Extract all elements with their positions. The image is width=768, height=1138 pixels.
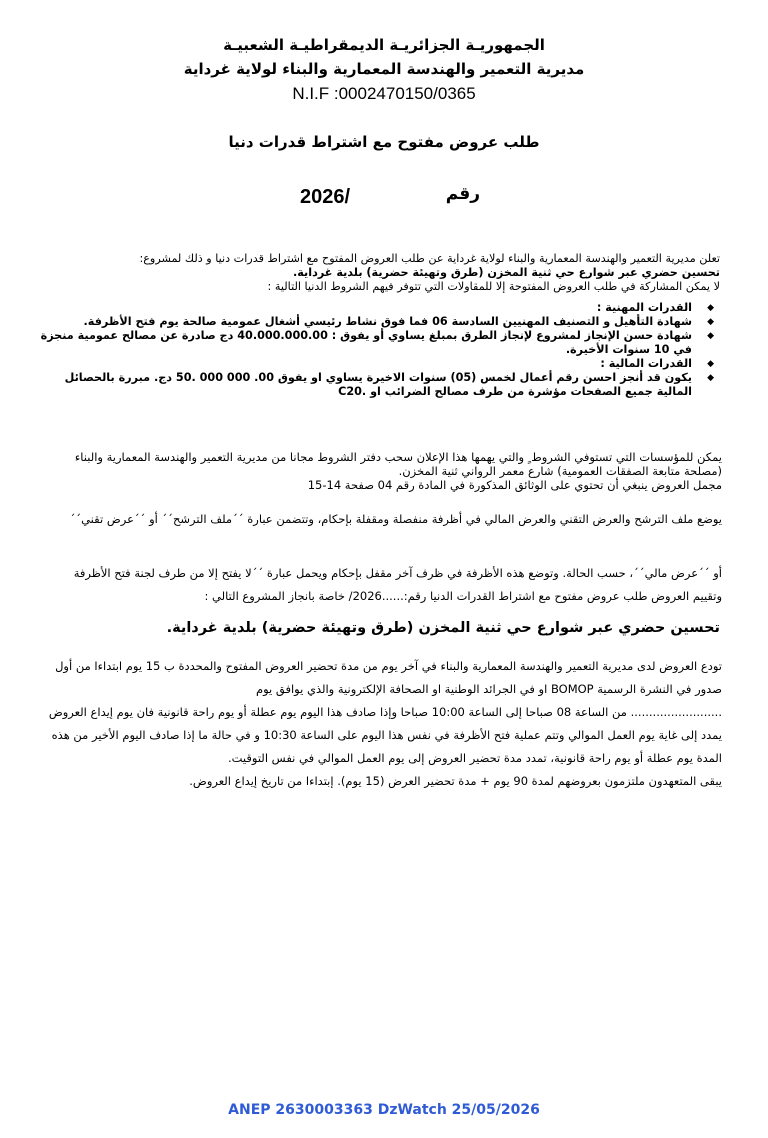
paragraph-text: يمكن للمؤسسات التي تستوفي الشروط ٍ والتي يهمها هذا الإعلان سحب دفتر الشروط مجانا من مديرية التعمير والهندسة المعمارية والبناء (مصلحة متابعة الصفقات العمومية) شارع معمر الرواني ثنية المخزن.	[74, 450, 722, 478]
professional-heading: القدرات المهنية :	[596, 301, 692, 314]
paragraph-text: تودع العروض لدى مديرية التعمير والهندسة المعمارية والبناء في آخر يوم من مدة تحضير العروض المفتوح والمحددة ب 15 يوم ابتداءا من أول صدور في النشرة الرسمية BOMOP او في الجرائد الوطنية او الصحافة الإلكترونية والذي يوافق يوم	[55, 659, 722, 696]
diamond-bullet-icon: ◆	[707, 317, 714, 327]
diamond-bullet-icon: ◆	[707, 359, 714, 369]
paragraph-deposit	[46, 655, 722, 793]
diamond-bullet-icon: ◆	[707, 373, 714, 383]
project-subject: تحسين حضري عبر شوارع حي ثنية المخزن (طرق وتهيئة حضرية) بلدية غرداية.	[166, 620, 720, 636]
nif-number: N.I.F :0002470150/0365	[292, 84, 476, 103]
financial-item-turnover: يكون قد أنجز احسن رقم أعمال لخمس (05) سنوات الاخيرة يساوي او يفوق 00. 000 000 .50 دج. مبررة بالحصائل المالية جميع الصفحات مؤشرة من طرف مصالح الضرائب او .C20	[64, 371, 692, 398]
announcement-number	[300, 184, 480, 214]
paragraph-text: يبقى المتعهدون ملتزمون بعروضهم لمدة 90 يوم + مدة تحضير العرض (15 يوم). إبتداءا من تاريخ إيداع العروض.	[189, 774, 722, 788]
diamond-bullet-icon: ◆	[707, 303, 714, 313]
list-item	[40, 329, 720, 357]
financial-heading: القدرات المالية :	[600, 357, 692, 370]
paragraph-text: أو ´´عرض مالي´´، حسب الحالة. وتوضع هذه الأظرفة في ظرف آخر مقفل بإحكام ويحمل عبارة ´´لا يفتح إلا من طرف لجنة فتح الأظرفة وتقييم العروض طلب عروض مفتوح مع اشتراط القدرات الدنيا رقم:......2026/ خاصة بانجاز المشروع التالي :	[73, 566, 722, 603]
number-value: 2026/	[300, 186, 351, 208]
list-item	[40, 301, 720, 315]
republic-heading: الجمهوريـة الجزائريـة الديمقراطيـة الشعبيـة	[223, 36, 545, 54]
intro-line: تعلن مديرية التعمير والهندسة المعمارية والبناء لولاية غرداية عن طلب العروض المفتوح مع اشتراط قدرات دنيا و ذلك لمشروع:	[139, 252, 720, 265]
intro-section	[40, 252, 720, 294]
professional-item-certificate: شهادة حسن الإنجاز لمشروع لإنجاز الطرق بمبلغ يساوي أو يفوق : 40.000.000.00 دج صادرة عن مصالح عمومية منجزة في 10 سنوات الأخيرة.	[40, 329, 692, 356]
paragraph-envelopes	[46, 508, 722, 531]
directorate-heading: مديرية التعمير والهندسة المعمارية والبناء لولاية غرداية	[183, 60, 585, 78]
paragraph-text: ......................... من الساعة 08 صباحا إلى الساعة 10:00 صباحا وإذا صادف هذا اليوم يوم عطلة أو يوم راحة قانونية فان يوم إيداع العروض يمدد إلى غاية يوم العمل الموالي وتتم عملية فتح الأظرفة في نفس هذا اليوم على الساعة 10:30 و في حالة ما إذا صادف اليوم الأخير من هذه المدة يوم عطلة أو يوم راحة قانونية، تمدد مدة تحضير العروض إلى يوم العمل الموالي في نفس التوقيت.	[48, 705, 722, 765]
conditions-list	[40, 301, 720, 399]
intro-project: تحسين حضري عبر شوارع حي ثنية المخزن (طرق وتهيئة حضرية) بلدية غرداية.	[293, 266, 720, 279]
list-item	[40, 315, 720, 329]
paragraph-specifications	[46, 450, 722, 492]
paragraph-text: يوضع ملف الترشح والعرض التقني والعرض المالي في أظرفة منفصلة ومقفلة بإحكام، وتتضمن عبارة ´´ملف الترشح´´ أو ´´عرض تقني´´	[69, 512, 722, 526]
publication-reference: ANEP 2630003363 DzWatch 25/05/2026	[228, 1102, 540, 1118]
list-item	[40, 371, 720, 399]
document-title: طلب عروض مفتوح مع اشتراط قدرات دنيا	[228, 133, 540, 151]
intro-conditions-line: لا يمكن المشاركة في طلب العروض المفتوحة إلا للمقاولات التي تتوفر فيهم الشروط الدنيا التالية :	[267, 280, 720, 293]
paragraph-envelope-label	[46, 562, 722, 608]
paragraph-text: مجمل العروض ينبغي أن تحتوي على الوثائق المذكورة في المادة رقم 04 صفحة 14-15	[307, 478, 722, 492]
diamond-bullet-icon: ◆	[707, 331, 714, 341]
number-label: رقم	[445, 184, 480, 204]
list-item	[40, 357, 720, 371]
professional-item-classification: شهادة التأهيل و التصنيف المهنيين السادسة 06 فما فوق نشاط رئيسي أشغال عمومية صالحة يوم فتح الأظرفة.	[83, 315, 692, 328]
